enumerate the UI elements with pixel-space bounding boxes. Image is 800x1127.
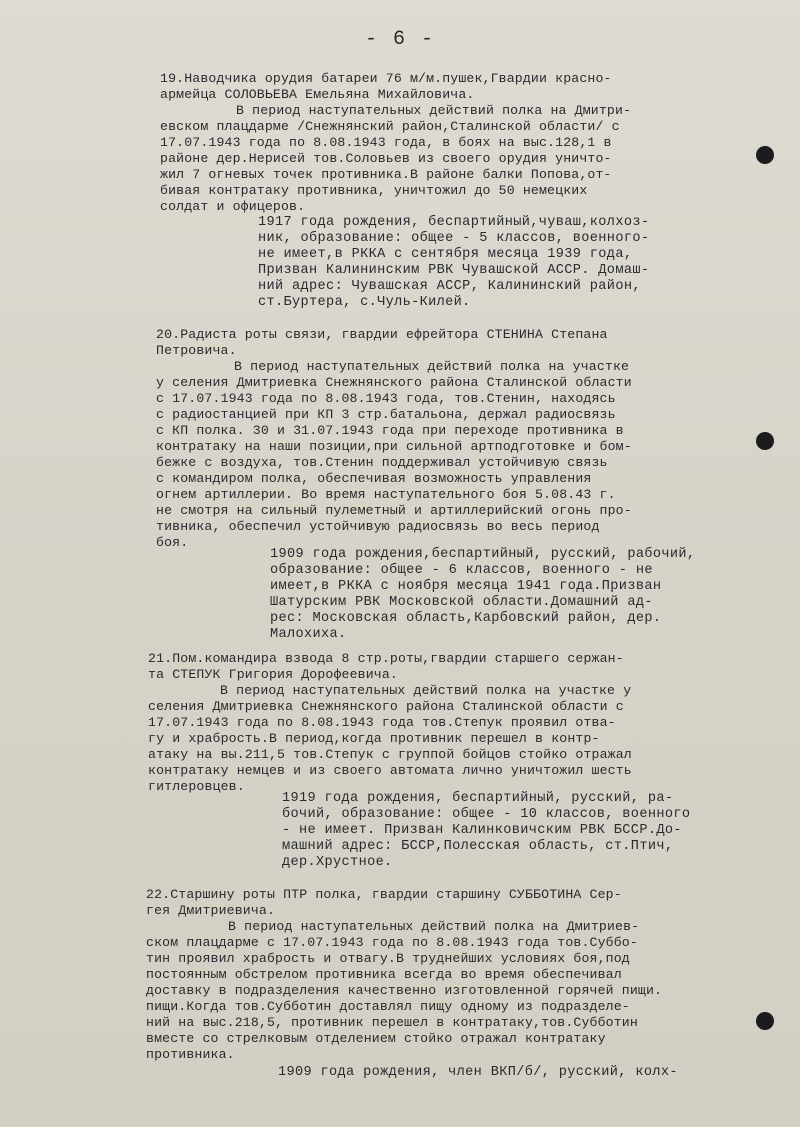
entry-body-line: с радиостанцией при КП 3 стр.батальона, держал радиосвязь: [156, 407, 616, 422]
entry-body-line: вместе со стрелковым отделением стойко отражал контратаку: [146, 1031, 606, 1046]
entry-body-line: с 17.07.1943 года по 8.08.1943 года, тов.Стенин, находясь: [156, 391, 616, 406]
entry-bio-line: Малохиха.: [270, 627, 347, 642]
entry-header-line: 21.Пом.командира взвода 8 стр.роты,гвардии старшего сержан-: [148, 651, 624, 666]
entry-bio-line: ний адрес: Чувашская АССР, Калининский район,: [258, 279, 641, 294]
entry-body-line: жил 7 огневых точек противника.В районе балки Попова,от-: [160, 167, 612, 182]
entry-bio-line: машний адрес: БССР,Полесская область, ст.Птич,: [282, 839, 674, 854]
entry-header-line: 19.Наводчика орудия батареи 76 м/м.пушек,Гвардии красно-: [160, 71, 612, 86]
entry-bio-line: имеет,в РККА с ноября месяца 1941 года.Призван: [270, 579, 662, 594]
entry-header-line: 20.Радиста роты связи, гвардии ефрейтора СТЕНИНА Степана: [156, 327, 608, 342]
entry-body-line: тин проявил храбрость и отвагу.В труднейших условиях боя,под: [146, 951, 630, 966]
entry-bio-line: 1919 года рождения, беспартийный, русский, ра-: [282, 791, 674, 806]
entry-header-line: Петровича.: [156, 343, 237, 358]
entry-bio-line: дер.Хрустное.: [282, 855, 393, 870]
entry-body-line: районе дер.Нерисей тов.Соловьев из своего орудия уничто-: [160, 151, 612, 166]
entry-header-line: та СТЕПУК Григория Дорофеевича.: [148, 667, 398, 682]
entry-body-line: гитлеровцев.: [148, 779, 245, 794]
entry-body-line: евском плацдарме /Снежнянский район,Сталинской области/ с: [160, 119, 620, 134]
entry-body-line: с командиром полка, обеспечивая возможность управления: [156, 471, 592, 486]
entry-bio-line: рес: Московская область,Карбовский район, дер.: [270, 611, 662, 626]
entry-bio-line: Призван Калининским РВК Чувашской АССР. Домаш-: [258, 263, 650, 278]
entry-body-line: В период наступательных действий полка на Дмитриев-: [228, 919, 640, 934]
entry-body-line: 17.07.1943 года по 8.08.1943 года тов.Степук проявил отва-: [148, 715, 616, 730]
entry-body-line: гу и храбрость.В период,когда противник перешел в контр-: [148, 731, 600, 746]
punch-hole: [756, 1012, 774, 1030]
entry-bio-line: 1909 года рождения,беспартийный, русский, рабочий,: [270, 547, 696, 562]
entry-body-line: контратаку на наши позиции,при сильной артподготовке и бом-: [156, 439, 632, 454]
entry-bio-line: образование: общее - 6 классов, военного - не: [270, 563, 653, 578]
entry-body-line: боя.: [156, 535, 189, 550]
entry-body-line: не смотря на сильный пулеметный и артиллерийский огонь про-: [156, 503, 632, 518]
entry-body-line: ний на выс.218,5, противник перешел в контратаку,тов.Субботин: [146, 1015, 638, 1030]
entry-bio-line: 1917 года рождения, беспартийный,чуваш,колхоз-: [258, 215, 650, 230]
entry-bio-line: бочий, образование: общее - 10 классов, военного: [282, 807, 691, 822]
entry-body-line: тивника, обеспечил устойчивую радиосвязь во весь период: [156, 519, 600, 534]
entry-header-line: гея Дмитриевича.: [146, 903, 276, 918]
entry-body-line: селения Дмитриевка Снежнянского района Сталинской области с: [148, 699, 624, 714]
entry-body-line: пищи.Когда тов.Субботин доставлял пищу одному из подразделе-: [146, 999, 630, 1014]
entry-bio-line: - не имеет. Призван Калинковичским РВК БССР.До-: [282, 823, 682, 838]
entry-body-line: 17.07.1943 года по 8.08.1943 года, в боях на выс.128,1 в: [160, 135, 612, 150]
entry-bio-line: Шатурским РВК Московской области.Домашний ад-: [270, 595, 653, 610]
entry-body-line: у селения Дмитриевка Снежнянского района Сталинской области: [156, 375, 632, 390]
entry-body-line: ском плацдарме с 17.07.1943 года по 8.08.1943 года тов.Суббо-: [146, 935, 638, 950]
entry-bio-line: 1909 года рождения, член ВКП/б/, русский, колх-: [278, 1065, 678, 1080]
entry-body-line: В период наступательных действий полка на участке у: [220, 683, 632, 698]
entry-body-line: доставку в подразделения качественно изготовленной горячей пищи.: [146, 983, 663, 998]
entry-body-line: огнем артиллерии. Во время наступательного боя 5.08.43 г.: [156, 487, 616, 502]
entry-body-line: с КП полка. 30 и 31.07.1943 года при переходе противника в: [156, 423, 624, 438]
entry-body-line: солдат и офицеров.: [160, 199, 306, 214]
entry-body-line: противника.: [146, 1047, 235, 1062]
punch-hole: [756, 146, 774, 164]
entry-header-line: армейца СОЛОВЬЕВА Емельяна Михайловича.: [160, 87, 475, 102]
entry-body-line: В период наступательных действий полка на Дмитри-: [236, 103, 632, 118]
page-number: - 6 -: [364, 28, 435, 51]
entry-body-line: атаку на вы.211,5 тов.Степук с группой бойцов стойко отражал: [148, 747, 632, 762]
entry-bio-line: не имеет,в РККА с сентября месяца 1939 года,: [258, 247, 633, 262]
entry-body-line: бежке с воздуха, тов.Стенин поддерживал устойчивую связь: [156, 455, 608, 470]
entry-body-line: бивая контратаку противника, уничтожил до 50 немецких: [160, 183, 588, 198]
entry-body-line: контратаку немцев и из своего автомата лично уничтожил шесть: [148, 763, 632, 778]
entry-body-line: постоянным обстрелом противника всегда во время обеспечивал: [146, 967, 622, 982]
punch-hole: [756, 432, 774, 450]
entry-bio-line: ст.Буртера, с.Чуль-Килей.: [258, 295, 471, 310]
entry-bio-line: ник, образование: общее - 5 классов, военного-: [258, 231, 650, 246]
entry-body-line: В период наступательных действий полка на участке: [234, 359, 630, 374]
entry-header-line: 22.Старшину роты ПТР полка, гвардии старшину СУББОТИНА Сер-: [146, 887, 622, 902]
